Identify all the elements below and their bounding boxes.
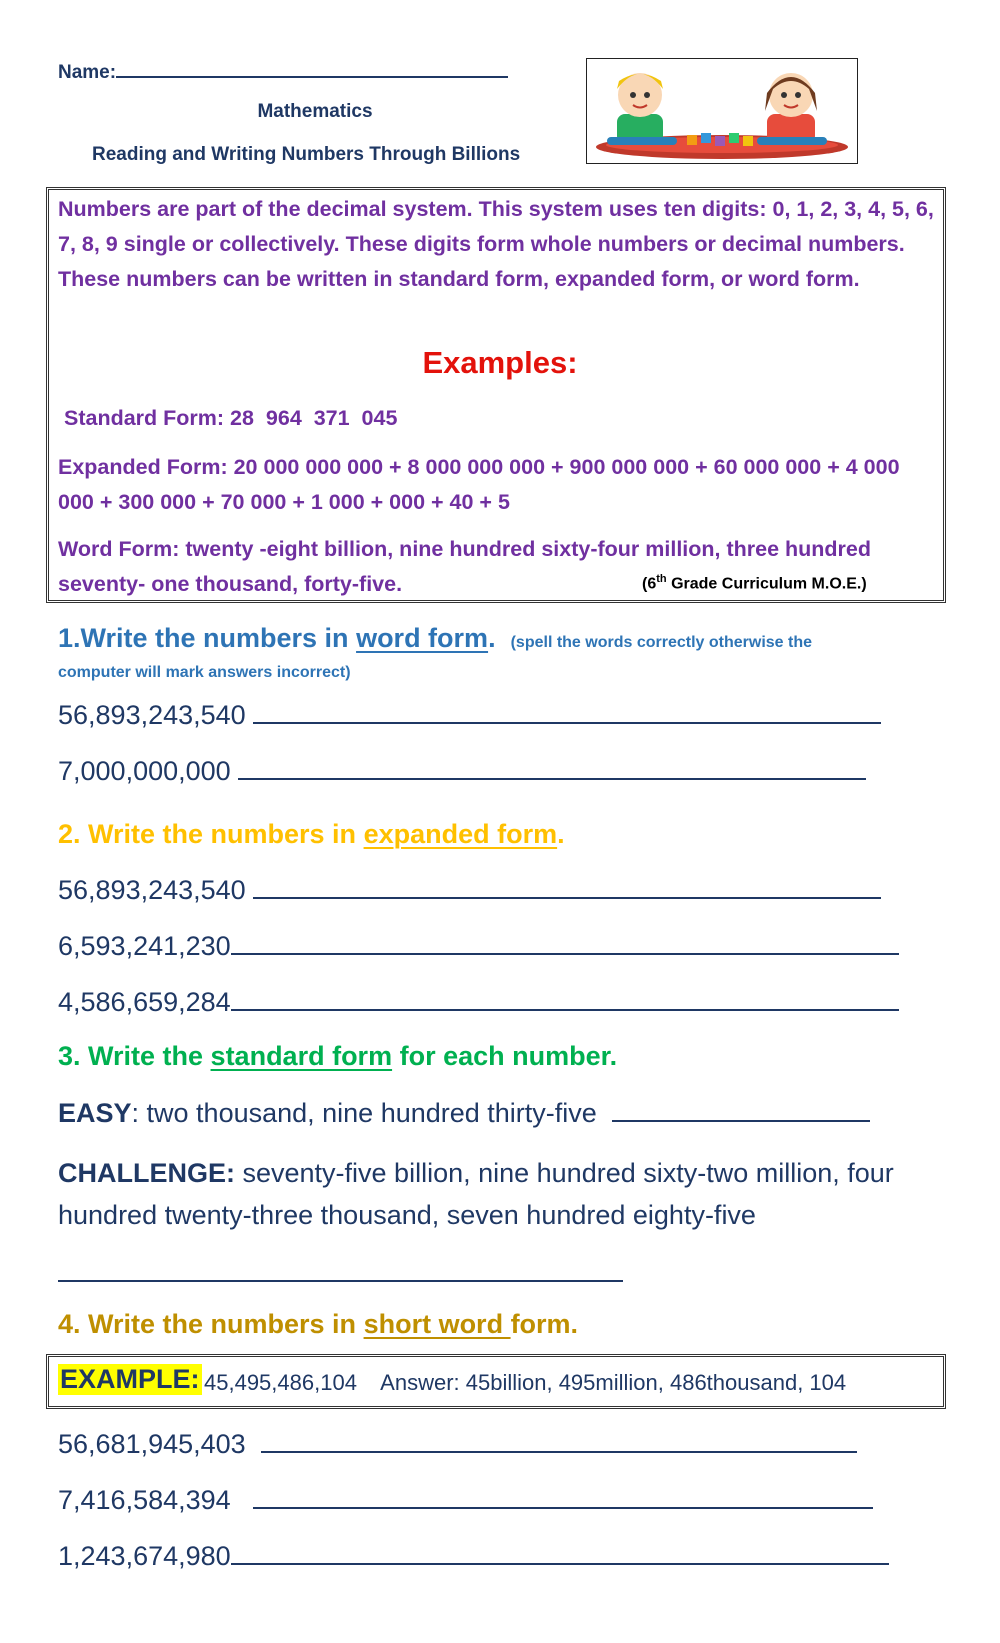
example-text: 45,495,486,104 Answer: 45billion, 495million, 486thousand, 104 <box>204 1370 847 1395</box>
examples-heading: Examples: <box>422 345 578 380</box>
answer-blank[interactable] <box>238 756 866 780</box>
q2-number: 56,893,243,540 <box>58 875 246 905</box>
q4-title-post: form. <box>510 1309 579 1339</box>
q4-row <box>58 1429 857 1460</box>
answer-blank[interactable] <box>231 987 899 1011</box>
q2-row <box>58 875 881 906</box>
q4-title-pre: 4. Write the numbers in <box>58 1309 364 1339</box>
q1-row <box>58 700 881 731</box>
curriculum-source <box>642 573 867 593</box>
q3-title <box>58 1041 617 1072</box>
q1-title-pre: 1.Write the numbers in <box>58 623 357 653</box>
standard-form-example: Standard Form: 28 964 371 045 <box>64 406 398 430</box>
name-field-row <box>58 58 508 84</box>
q4-title <box>58 1309 578 1340</box>
q1-note-1: (spell the words correctly otherwise the <box>510 634 813 651</box>
q1-note-2: computer will mark answers incorrect) <box>58 664 351 681</box>
q2-number: 6,593,241,230 <box>58 931 231 961</box>
answer-blank[interactable] <box>231 931 899 955</box>
word-form-example: Word Form: twenty -eight billion, nine hundred sixty-four million, three hundred seventy- one thousand, forty-five. <box>58 537 872 596</box>
name-blank[interactable] <box>116 58 508 78</box>
q1-number: 7,000,000,000 <box>58 756 231 786</box>
q2-title-link: expanded form <box>363 819 558 849</box>
q2-row <box>58 987 899 1018</box>
challenge-text: seventy-five billion, nine hundred sixty-two million, four hundred twenty-three thousand, seven hundred eighty-five <box>58 1158 894 1230</box>
q2-number: 4,586,659,284 <box>58 987 231 1017</box>
q1-title <box>58 623 812 654</box>
q4-number: 7,416,584,394 <box>58 1485 231 1515</box>
q4-number: 56,681,945,403 <box>58 1429 246 1459</box>
kids-playing-blocks-icon <box>586 58 858 164</box>
challenge-answer-blank[interactable] <box>58 1280 623 1282</box>
name-label: Name: <box>58 62 117 83</box>
q2-title <box>58 819 565 850</box>
answer-blank[interactable] <box>253 700 881 724</box>
source-sup: th <box>656 573 667 585</box>
q3-title-pre: 3. Write the <box>58 1041 211 1071</box>
q4-row <box>58 1541 889 1572</box>
source-prefix: (6 <box>642 575 657 593</box>
q2-title-post: . <box>557 819 565 849</box>
q4-number: 1,243,674,980 <box>58 1541 231 1571</box>
q1-row <box>58 756 866 787</box>
expanded-form-example: Expanded Form: 20 000 000 000 + 8 000 000 000 + 900 000 000 + 60 000 000 + 4 000 000 + 300 000 + 70 000 + 1 000 + 000 + 40 + 5 <box>58 455 900 514</box>
q1-number: 56,893,243,540 <box>58 700 246 730</box>
easy-question <box>58 1096 870 1129</box>
intro-paragraph: Numbers are part of the decimal system. This system uses ten digits: 0, 1, 2, 3, 4, 5, 6, 7, 8, 9 single or collectively. These digits form whole numbers or decimal numbers. These numbers can be written in standard form, expanded form, or word form. <box>58 197 934 291</box>
q4-row <box>58 1485 873 1516</box>
q2-row <box>58 931 899 962</box>
answer-blank[interactable] <box>231 1541 889 1565</box>
answer-blank[interactable] <box>612 1096 870 1122</box>
q3-title-post: for each number. <box>392 1041 618 1071</box>
q4-title-link: short word <box>363 1309 511 1339</box>
q3-title-link: standard form <box>210 1041 393 1071</box>
q2-title-pre: 2. Write the numbers in <box>58 819 364 849</box>
q1-title-post: . <box>488 623 496 653</box>
source-suffix: Grade Curriculum M.O.E.) <box>666 575 867 593</box>
challenge-question <box>58 1152 958 1236</box>
challenge-label: CHALLENGE: <box>58 1158 235 1188</box>
answer-blank[interactable] <box>261 1429 857 1453</box>
example-label: EXAMPLE: <box>60 1364 200 1394</box>
lesson-title: Reading and Writing Numbers Through Billions <box>92 144 521 165</box>
answer-blank[interactable] <box>253 1485 873 1509</box>
easy-label: EASY <box>58 1098 132 1128</box>
easy-text: : two thousand, nine hundred thirty-five <box>131 1098 597 1128</box>
subject-title: Mathematics <box>257 101 373 122</box>
q1-title-link: word form <box>356 623 489 653</box>
answer-blank[interactable] <box>253 875 881 899</box>
